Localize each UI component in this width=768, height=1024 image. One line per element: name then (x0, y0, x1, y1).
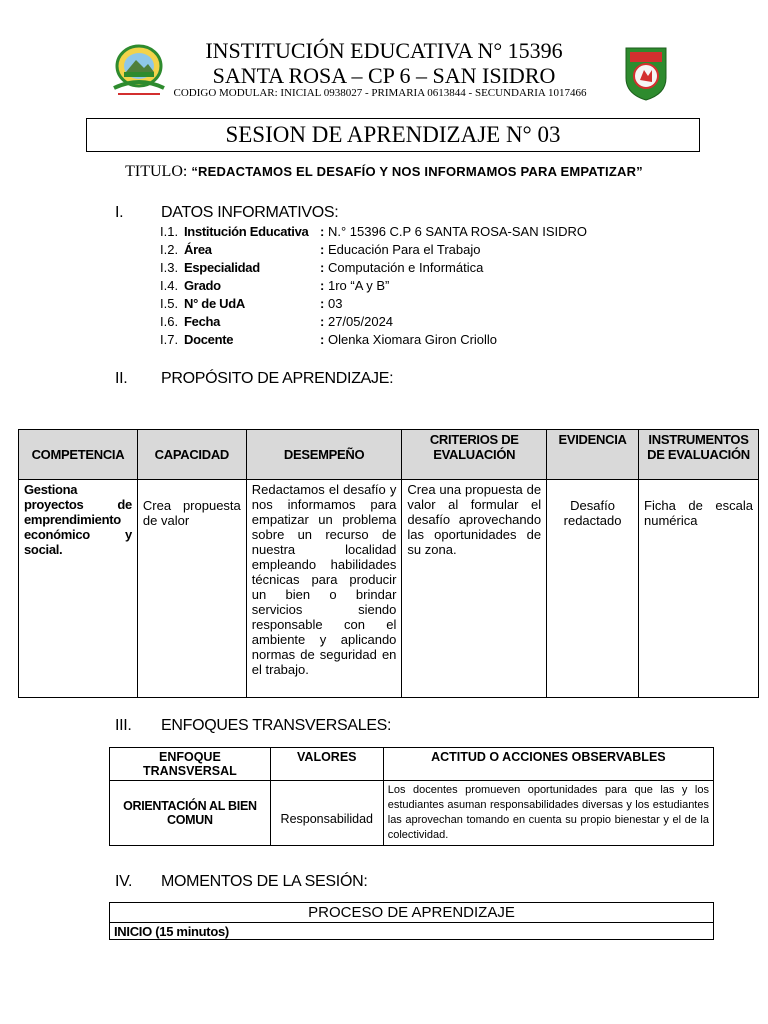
section-title: PROPÓSITO DE APRENDIZAJE: (161, 370, 394, 387)
datos-num: I.5. (160, 296, 179, 311)
cell-valores: Responsabilidad (270, 781, 383, 846)
section-number: IV. (115, 873, 133, 890)
proposito-table (18, 429, 759, 698)
datos-value: : 1ro “A y B” (320, 278, 390, 293)
datos-value-text: Educación Para el Trabajo (327, 242, 481, 257)
datos-value: : Olenka Xiomara Giron Criollo (320, 332, 498, 347)
titulo-line (0, 163, 768, 181)
datos-label: Grado (184, 278, 221, 293)
cell-enfoque: ORIENTACIÓN AL BIEN COMUN (110, 781, 271, 846)
datos-value-text: 1ro “A y B” (327, 278, 390, 293)
section-title: DATOS INFORMATIVOS: (161, 204, 339, 221)
header-enfoque: ENFOQUE TRANSVERSAL (110, 748, 271, 781)
proceso-table (109, 902, 714, 940)
datos-label: Institución Educativa (184, 224, 309, 239)
institution-location: SANTA ROSA – CP 6 – SAN ISIDRO (212, 63, 556, 88)
inicio-label: INICIO (15 minutos) (110, 923, 714, 940)
datos-label: Docente (184, 332, 234, 347)
table-header-row (110, 748, 714, 781)
codigo-modular: CODIGO MODULAR: INICIAL 0938027 - PRIMARIA 0613844 - SECUNDARIA 1017466 (173, 87, 587, 99)
header-criterios: CRITERIOS DE EVALUACIÓN (402, 430, 547, 480)
titulo-label: TITULO: (125, 163, 192, 180)
datos-num: I.6. (160, 314, 179, 329)
cell-evidencia: Desafío redactado (547, 480, 639, 698)
enfoques-table (109, 747, 714, 846)
table-header-row (110, 903, 714, 923)
header-evidencia: EVIDENCIA (547, 430, 639, 480)
header-desempeno: DESEMPEÑO (246, 430, 402, 480)
section-title: MOMENTOS DE LA SESIÓN: (161, 873, 368, 890)
section-number: I. (115, 204, 124, 221)
cell-competencia: Gestiona proyectos de emprendimiento económico y social. (19, 480, 138, 698)
cell-actitud: Los docentes promueven oportunidades para que las y los estudiantes asuman responsabilidades diversas y los estudiantes las aprovechan tomando en cuenta su propio bienestar y el de la colectividad. (383, 781, 713, 846)
table-row (110, 781, 714, 846)
cell-criterios: Crea una propuesta de valor al formular el desafío aprovechando las oportunidades de su zona. (402, 480, 547, 698)
datos-value-text: Computación e Informática (327, 260, 484, 275)
datos-value: : 03 (320, 296, 343, 311)
cell-capacidad: Crea propuesta de valor (137, 480, 246, 698)
datos-num: I.4. (160, 278, 179, 293)
datos-label: Área (184, 242, 212, 257)
cell-desempeno: Redactamos el desafío y nos informamos para empatizar un problema sobre un recurso de nuestra localidad empleando habilidades técnicas para producir un bien o brindar servicios siendo responsable con el ambiente y aplicando normas de seguridad en el trabajo. (246, 480, 402, 698)
section-number: II. (115, 370, 128, 387)
datos-value-text: N.° 15396 C.P 6 SANTA ROSA-SAN ISIDRO (327, 224, 587, 239)
cell-instrumentos: Ficha de escala numérica (639, 480, 759, 698)
datos-label: Fecha (184, 314, 221, 329)
header-capacidad: CAPACIDAD (137, 430, 246, 480)
table-header-row (19, 430, 759, 480)
titulo-value: “REDACTAMOS EL DESAFÍO Y NOS INFORMAMOS PARA EMPATIZAR” (191, 164, 643, 179)
section-title: ENFOQUES TRANSVERSALES: (161, 717, 392, 734)
datos-value-text: Olenka Xiomara Giron Criollo (327, 332, 498, 347)
header-competencia: COMPETENCIA (19, 430, 138, 480)
datos-num: I.1. (160, 224, 179, 239)
datos-value: : Educación Para el Trabajo (320, 242, 481, 257)
header-valores: VALORES (270, 748, 383, 781)
datos-num: I.2. (160, 242, 179, 257)
datos-list (160, 224, 720, 354)
header-instrumentos: INSTRUMENTOS DE EVALUACIÓN (639, 430, 759, 480)
proceso-title: PROCESO DE APRENDIZAJE (110, 903, 714, 923)
table-row (19, 480, 759, 698)
datos-value-text: 27/05/2024 (327, 314, 394, 329)
datos-num: I.7. (160, 332, 179, 347)
datos-value-text: 03 (327, 296, 343, 311)
datos-value: : 27/05/2024 (320, 314, 394, 329)
table-row (110, 923, 714, 940)
datos-label: N° de UdA (184, 296, 245, 311)
institution-name: INSTITUCIÓN EDUCATIVA N° 15396 (205, 38, 563, 63)
session-title: SESION DE APRENDIZAJE N° 03 (86, 118, 700, 152)
section-number: III. (115, 717, 132, 734)
datos-num: I.3. (160, 260, 179, 275)
datos-label: Especialidad (184, 260, 260, 275)
datos-value: : N.° 15396 C.P 6 SANTA ROSA-SAN ISIDRO (320, 224, 587, 239)
datos-value: : Computación e Informática (320, 260, 484, 275)
header-actitud: ACTITUD O ACCIONES OBSERVABLES (383, 748, 713, 781)
